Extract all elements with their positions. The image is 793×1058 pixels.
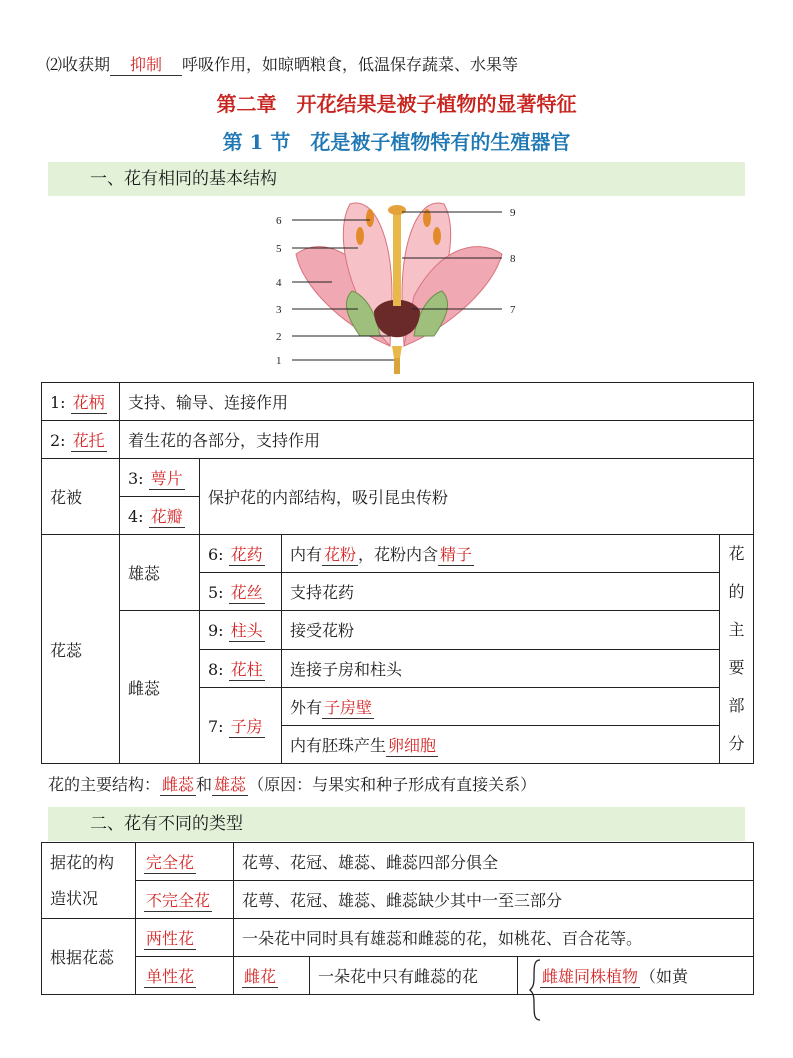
- answer-luanxibao: 卵细胞: [388, 736, 437, 755]
- figure-label-5: 5: [276, 243, 282, 255]
- flower-type-table: [41, 842, 754, 995]
- cell-g1-type2: [136, 881, 234, 919]
- side-char: 的: [728, 582, 745, 601]
- cell-main-part-side: [720, 535, 754, 764]
- answer-zifangbi: 子房壁: [324, 697, 373, 717]
- answer-buwanquanhua: 不完全花: [146, 891, 211, 910]
- answer-cirui: 雌蕊: [162, 775, 195, 794]
- figure-label-2: 2: [276, 331, 282, 343]
- table-row: [42, 535, 754, 573]
- cell-huarui: 花蕊: [42, 535, 120, 764]
- flower-structure-figure: [262, 196, 532, 376]
- cell-num-2: 2: 花托: [42, 421, 120, 459]
- cell-g1-desc1: 花萼、花冠、雄蕊、雌蕊四部分俱全: [234, 843, 754, 881]
- cell-g1-desc2: 花萼、花冠、雄蕊、雌蕊缺少其中一至三部分: [234, 881, 754, 919]
- answer-xiongrui: 雄蕊: [214, 775, 247, 794]
- cell-desc-8: 连接子房和柱头: [282, 649, 720, 687]
- answer-huazhu: 花柱: [230, 659, 263, 679]
- side-char: 部: [728, 696, 745, 715]
- cell-g1-type1: [136, 843, 234, 881]
- cell-g1-label: 据花的构造状况: [42, 843, 136, 919]
- cell-desc-5: 支持花药: [282, 573, 720, 611]
- figure-label-9: 9: [510, 207, 516, 219]
- answer-cihua: 雌花: [244, 967, 277, 986]
- figure-label-1: 1: [276, 355, 282, 367]
- cell-g2-desc1: 一朵花中同时具有雄蕊和雌蕊的花，如桃花、百合花等。: [234, 919, 754, 957]
- cell-num-7: 7: 子房: [200, 687, 282, 764]
- answer-epian: 萼片: [150, 469, 183, 488]
- table-row: [42, 919, 754, 957]
- figure-label-3: 3: [276, 304, 282, 316]
- cell-huabei: 花被: [42, 459, 120, 535]
- figure-label-7: 7: [510, 304, 516, 316]
- answer-huatuo: 花托: [72, 431, 105, 450]
- figure-label-4: 4: [276, 277, 282, 289]
- part2-heading-band: [48, 807, 745, 841]
- cell-g2-sub: [234, 957, 310, 995]
- answer-huafen: 花粉: [324, 545, 357, 564]
- answer-huabing: 花柄: [72, 393, 105, 412]
- intro-line: [46, 52, 518, 76]
- table-row: [42, 459, 754, 497]
- section-title: 第 1 节 花是被子植物特有的生殖器官: [222, 130, 571, 154]
- table-row: [42, 881, 754, 919]
- cell-cirui: 雌蕊: [120, 611, 200, 764]
- cell-g2-desc2: 一朵花中只有雌蕊的花: [310, 957, 518, 995]
- cell-g2-type2: [136, 957, 234, 995]
- figure-label-8: 8: [510, 253, 516, 265]
- answer-liangxinghua: 两性花: [146, 929, 195, 948]
- part2-heading: 二、花有不同的类型: [90, 814, 243, 834]
- cell-desc-6: 内有 花粉 ，花粉内含 精子: [282, 535, 720, 573]
- table-row: [42, 843, 754, 881]
- answer-zhutou: 柱头: [230, 621, 263, 641]
- cell-desc-2: 着生花的各部分，支持作用: [120, 421, 754, 459]
- cell-g2-type1: [136, 919, 234, 957]
- answer-danxinghua: 单性花: [146, 967, 195, 986]
- cell-g2-extra: 雌雄同株植物 （如黄: [518, 957, 754, 995]
- answer-jingzi: 精子: [440, 545, 473, 564]
- cell-huabei-desc: 保护花的内部结构，吸引昆虫传粉: [200, 459, 754, 535]
- cell-num-9: 9: 柱头: [200, 611, 282, 650]
- table-row: [42, 957, 754, 995]
- side-char: 要: [728, 658, 745, 677]
- answer-huaban: 花瓣: [150, 507, 183, 526]
- cell-desc-7a: 外有 子房壁: [282, 687, 720, 726]
- flower-structure-table: [41, 382, 754, 764]
- table-row: [42, 421, 754, 459]
- answer-huayao: 花药: [230, 545, 263, 564]
- table-row: [42, 383, 754, 421]
- cell-num-8: 8: 花柱: [200, 649, 282, 687]
- cell-g2-label: 根据花蕊: [42, 919, 136, 995]
- table-row: [42, 611, 754, 650]
- cell-desc-1: 支持、输导、连接作用: [120, 383, 754, 421]
- answer-zifang: 子房: [230, 716, 263, 736]
- cell-xiongrui: 雄蕊: [120, 535, 200, 611]
- cell-num-6: 6: 花药: [200, 535, 282, 573]
- answer-wanquanhua: 完全花: [146, 853, 195, 872]
- answer-cixiongtongzhu: 雌雄同株植物: [542, 967, 639, 986]
- cell-num-1: 1: 花柄: [42, 383, 120, 421]
- main-structure-note: 花的主要结构： 雌蕊 和 雄蕊 （原因：与果实和种子形成有直接关系）: [48, 775, 537, 794]
- cell-desc-9: 接受花粉: [282, 611, 720, 650]
- chapter-title: 第二章 开花结果是被子植物的显著特征: [216, 92, 577, 116]
- intro-suffix: 呼吸作用，如晾晒粮食，低温保存蔬菜、水果等: [182, 55, 519, 74]
- cell-desc-7b: 内有胚珠产生 卵细胞: [282, 726, 720, 764]
- side-char: 分: [728, 734, 745, 753]
- part1-heading-band: [48, 162, 745, 196]
- curly-brace: [528, 958, 544, 1022]
- answer-huasi: 花丝: [230, 583, 263, 602]
- cell-num-4: 4: 花瓣: [120, 497, 200, 535]
- side-char: 主: [728, 620, 745, 639]
- part1-heading: 一、花有相同的基本结构: [90, 169, 277, 189]
- cell-num-3: 3: 萼片: [120, 459, 200, 497]
- intro-prefix: ⑵收获期: [46, 55, 111, 74]
- cell-num-5: 5: 花丝: [200, 573, 282, 611]
- figure-label-6: 6: [276, 215, 282, 227]
- intro-blank-answer: 抑制: [110, 52, 182, 76]
- side-char: 花: [728, 544, 745, 563]
